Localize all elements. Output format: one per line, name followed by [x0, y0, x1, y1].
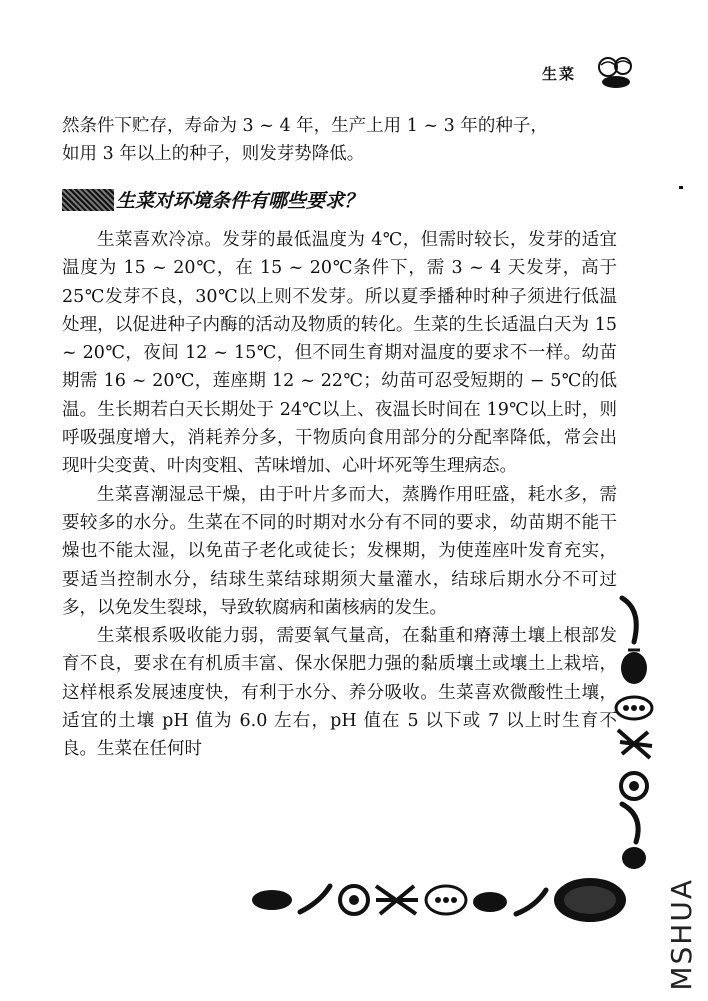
eggplant-icon [622, 847, 646, 869]
vegetables-icon [596, 55, 638, 91]
body-text [62, 226, 617, 764]
question-marker-icon [62, 189, 114, 211]
margin-dot [679, 186, 683, 189]
tomato-icon [621, 773, 647, 799]
question-heading [62, 186, 363, 213]
bottom-vegetable-decoration [250, 872, 640, 932]
eggplant-icon [621, 650, 647, 684]
leafy-vegetable-icon [376, 886, 418, 914]
intro-line: 如用 3 年以上的种子，则发芽势降低。 [62, 144, 365, 165]
cabbage-icon [554, 878, 626, 922]
side-vegetable-decoration [612, 590, 660, 870]
pumpkin-icon [616, 697, 652, 719]
cucumber-icon [300, 886, 330, 912]
pumpkin-icon [426, 886, 466, 914]
tomato-icon [340, 886, 368, 914]
cucumber-icon [516, 890, 546, 914]
paragraph: 生菜喜欢冷凉。发芽的最低温度为 4℃，但需时较长，发芽的适宜温度为 15 ~ 20℃，在 15 ~ 20℃条件下，需 3 ~ 4 天发芽，高于 25℃发芽不良，30℃以上则不发芽。所以夏季播种时种子须进行低温处理，以促进种子内酶的活动及物质的转化。生菜的生长适温白天为 15 ~ 20℃，夜间 12 ~ 15℃，但不同生育期对温度的要求不一样。幼苗期需 16 ~ 20℃，莲座期 12 ~ 22℃；幼苗可忍受短期的 − 5℃的低温。生长期若白天长期处于 24℃以上、夜温长时间在 19℃以上时，则呼吸强度增大，消耗养分多，干物质向食用部分的分配率降低，常会出现叶尖变黄、叶肉变粗、苦味增加、心叶坏死等生理病态。 [62, 230, 617, 477]
paragraph: 生菜根系吸收能力弱，需要氧气量高，在黏重和瘠薄土壤上根部发育不良，要求在有机质丰富、保水保肥力强的黏质壤土或壤土上栽培，这样根系发展速度快，有利于水分、养分吸收。生菜喜欢微酸性土壤，适宜的土壤 pH 值为 6.0 左右，pH 值在 5 以下或 7 以上时生育不良。生菜在任何时 [62, 626, 617, 760]
cucumber-icon [622, 804, 638, 842]
intro-text [62, 112, 617, 169]
watermark-text: MSHUA [665, 878, 698, 991]
section-label: 生菜 [542, 65, 577, 83]
intro-line: 然条件下贮存，寿命为 3 ~ 4 年，生产上用 1 ~ 3 年的种子， [62, 116, 548, 136]
paragraph: 生菜喜潮湿忌干燥，由于叶片多而大，蒸腾作用旺盛，耗水多，需要较多的水分。生菜在不同的时期对水分有不同的要求，幼苗期不能干燥也不能太湿，以免苗子老化或徒长；发棵期，为使莲座叶发育充实，要适当控制水分，结球生菜结球期须大量灌水，结球后期水分不可过多，以免发生裂球，导致软腐病和菌核病的发生。 [62, 484, 617, 618]
question-title: 生菜对环境条件有哪些要求？ [116, 190, 364, 212]
eggplant-icon [252, 890, 292, 910]
cucumber-icon [622, 598, 636, 642]
leafy-vegetable-icon [618, 730, 652, 758]
eggplant-icon [473, 892, 507, 912]
